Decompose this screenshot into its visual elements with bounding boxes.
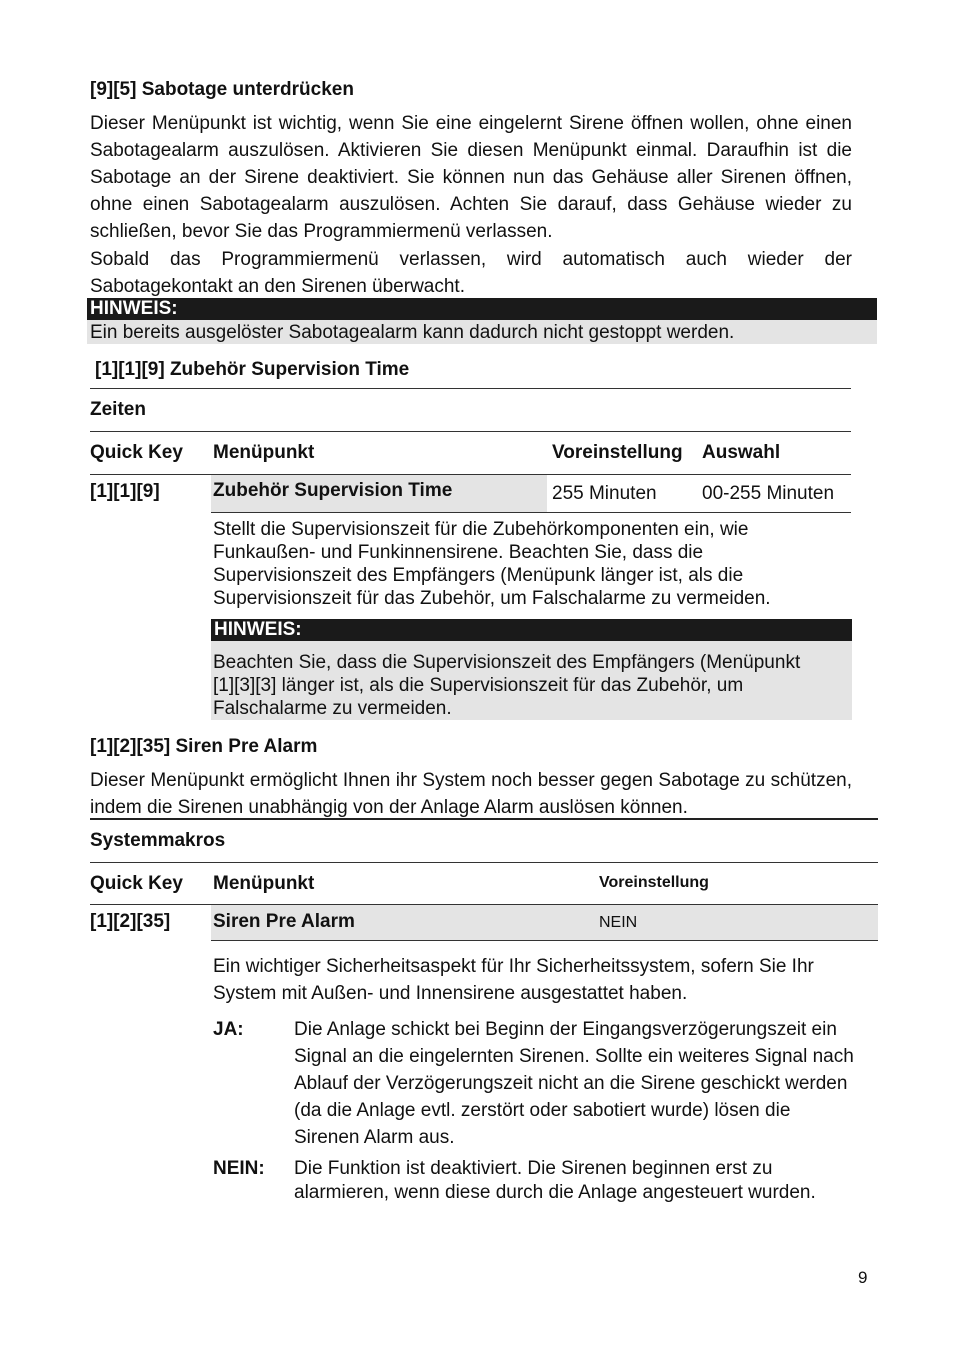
row-quick-key: [1][2][35] [90,911,171,932]
supervision-description: Stellt die Supervisionszeit für die Zubehörkomponenten ein, wie Funkaußen- und Funkinnensirene. Beachten Sie, dass die Supervisionszeit des Empfängers (Menüpunk länger ist, als die Supervisionszeit für das Zubehör, um Falschalarme zu vermeiden. [213,519,771,609]
row-menu-cell [211,475,547,512]
sabotage-paragraph-2: Sobald das Programmiermenü verlassen, wird automatisch auch wieder der Sabotagekontakt an den Sirenen überwacht. [90,249,852,297]
group-title-systemmakros: Systemmakros [90,830,226,851]
divider [211,512,851,513]
divider [211,940,878,941]
page-number: 9 [858,1268,868,1287]
row-menu-label: Zubehör Supervision Time [213,480,453,501]
row-highlight [211,905,878,940]
col-header-quick-key: Quick Key [90,873,183,894]
option-text-ja: Die Anlage schickt bei Beginn der Eingangsverzögerungszeit ein Signal an die eingelernten Sirenen. Sollte ein weiteres Signal nach Ablauf der Verzögerungszeit nicht an die Sirene geschickt werden (da die Anlage evtl. zerstört oder sabotiert wurde) lösen die Sirenen Alarm aus. [294,1019,854,1148]
siren-description: Ein wichtiger Sicherheitsaspekt für Ihr Sicherheitssystem, sofern Sie Ihr System mit Außen- und Innensirene ausgestattet haben. [213,956,814,1004]
divider [90,431,851,432]
option-text-nein: Die Funktion ist deaktiviert. Die Sirenen beginnen erst zu alarmieren, wenn diese durch die Anlage angesteuert wurden. [294,1158,816,1203]
section-heading-supervision: [1][1][9] Zubehör Supervision Time [95,359,410,380]
row-default-value: 255 Minuten [552,483,657,504]
sabotage-paragraph-1: Dieser Menüpunkt ist wichtig, wenn Sie eine eingelernt Sirene öffnen wollen, ohne einen Sabotagealarm auszulösen. Aktivieren Sie diesen Menüpunkt einmal. Daraufhin ist die Sabotage an der Sirene deaktiviert. Sie können nun das Gehäuse aller Sirenen öffnen, ohne einen Sabotagealarm auszulösen. Achten Sie darauf, dass Gehäuse wieder zu schließen, bevor Sie das Programmiermenü verlassen. [90,113,852,242]
note-text-sabotage [87,320,877,344]
section-heading-siren-pre-alarm: [1][2][35] Siren Pre Alarm [90,736,318,757]
divider [90,818,878,820]
section-heading-sabotage: [9][5] Sabotage unterdrücken [90,79,354,100]
note-box-supervision [211,641,852,720]
col-header-options: Auswahl [702,442,781,463]
note-text-sabotage-content: Ein bereits ausgelöster Sabotagealarm kann dadurch nicht gestoppt werden. [90,322,735,343]
note-label-supervision: HINWEIS: [211,619,852,641]
col-header-menu: Menüpunkt [213,873,315,894]
group-title-zeiten: Zeiten [90,399,146,420]
col-header-quick-key: Quick Key [90,442,183,463]
divider [90,862,878,863]
note-text-supervision: Beachten Sie, dass die Supervisionszeit des Empfängers (Menüpunkt [1][3][3] länger ist, als die Supervisionszeit für das Zubehör, um Falschalarme zu vermeiden. [213,652,801,719]
col-header-default: Voreinstellung [599,874,709,891]
row-options-value: 00-255 Minuten [702,483,835,504]
col-header-menu: Menüpunkt [213,442,315,463]
divider [90,388,851,389]
note-label-sabotage: HINWEIS: [87,298,877,320]
option-label-ja: JA: [213,1019,244,1040]
option-label-nein: NEIN: [213,1158,265,1179]
siren-pre-alarm-paragraph: Dieser Menüpunkt ermöglicht Ihnen ihr System noch besser gegen Sabotage zu schützen, indem die Sirenen unabhängig von der Anlage Alarm auslösen können. [90,770,852,818]
row-quick-key: [1][1][9] [90,481,160,502]
col-header-default: Voreinstellung [552,442,683,463]
row-default-value: NEIN [599,914,638,931]
row-menu-label: Siren Pre Alarm [213,911,355,932]
